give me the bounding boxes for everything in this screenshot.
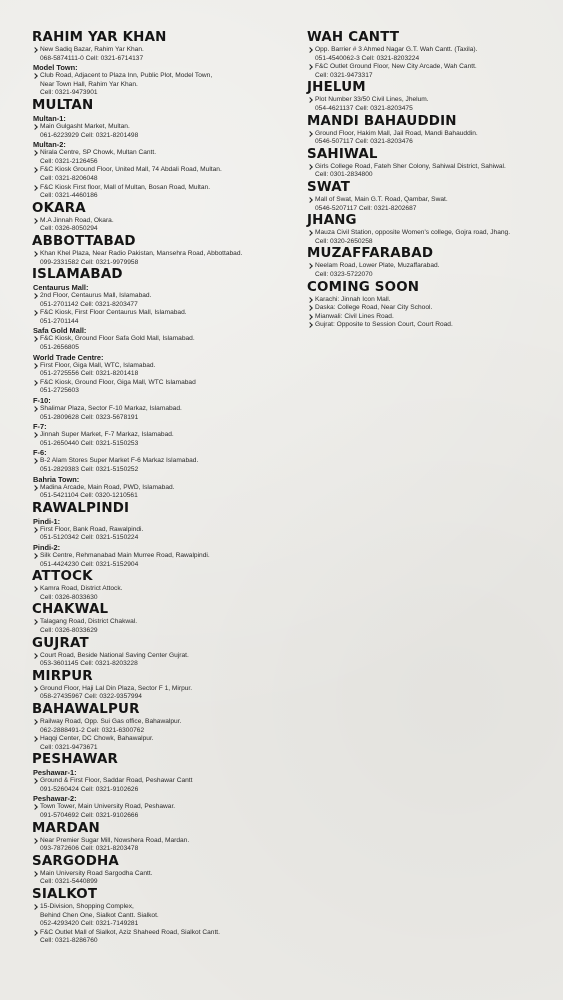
city-heading: ATTOCK (32, 569, 93, 585)
address-line: New Sadiq Bazar, Rahim Yar Khan. (40, 46, 144, 53)
city-heading: PESHAWAR (32, 752, 119, 768)
branch-subheading: Multan-2: (33, 140, 66, 150)
contact-line: 0546-507117 Cell: 0321-8203476 (315, 138, 413, 146)
address-line: Neelam Road, Lower Plate, Muzaffarabad. (315, 262, 440, 270)
address-entry (32, 929, 282, 946)
address-entry (32, 903, 282, 929)
right-column (307, 30, 552, 330)
address-line: Ground Floor, Hakim Mall, Jail Road, Mandi Bahauddin. (315, 129, 478, 137)
address-entry (307, 229, 552, 246)
address-line: Kamra Road, District Attock. (40, 585, 123, 593)
branch-subheading: Bahria Town: (33, 474, 80, 484)
city-section-rahim-yar-khan (32, 30, 282, 98)
city-heading: WAH CANTT (307, 30, 400, 45)
address-line: Court Road, Beside National Saving Center Gujrat. (40, 651, 189, 659)
city-section-swat (307, 180, 552, 213)
address-line: Ground & First Floor, Saddar Road, Peshawar Cantt (40, 777, 193, 785)
contact-line: Cell: 0301-2834800 (315, 171, 373, 179)
contact-line: Behind Chen One, Sialkot Cantt. Sialkot. (40, 911, 159, 919)
city-section-gujrat (32, 636, 282, 669)
address-line: First Floor, Giga Mall, WTC, Islamabad. (40, 361, 156, 369)
address-line: Mall of Swat, Main G.T. Road, Qambar, Swat. (315, 195, 448, 203)
contact-line: 062-2888491-2 Cell: 0321-6300762 (40, 726, 145, 734)
branch-subheading: Pindi-2: (33, 542, 61, 552)
city-section-sahiwal (307, 147, 552, 180)
address-entry (32, 149, 282, 166)
address-line: F&C Kiosk Ground Floor, United Mall, 74 Abdali Road, Multan. (40, 166, 222, 174)
city-section-sialkot (32, 887, 282, 946)
city-heading: BAHAWALPUR (32, 701, 140, 717)
contact-line: Cell: 0321-8286760 (40, 937, 98, 945)
contact-line: 091-5704692 Cell: 0321-9102666 (40, 812, 139, 820)
branch-subheading: F-7: (33, 422, 47, 432)
city-heading: MIRPUR (32, 668, 93, 684)
city-section-mandi-bahauddin (307, 114, 552, 147)
city-section-islamabad (32, 267, 282, 501)
city-heading: MARDAN (32, 820, 100, 836)
contact-line: 061-6223929 Cell: 0321-8201498 (40, 131, 139, 139)
address-entry (32, 184, 282, 201)
address-entry (32, 837, 282, 854)
contact-line: 068-5874111-0 Cell: 0321-6714137 (40, 54, 144, 62)
address-line: Ground Floor, Haji Lal Din Plaza, Sector F 1, Mirpur. (40, 684, 193, 692)
address-line: Mauza Civil Station, opposite Women's college, Gojra road, Jhang. (315, 229, 511, 237)
address-line: Near Premier Sugar Mill, Nowshera Road, Mardan. (40, 836, 190, 844)
address-entry (307, 296, 552, 305)
address-line: Main Gulgasht Market, Multan. (40, 122, 130, 130)
address-line: M.A Jinnah Road, Okara. (40, 216, 114, 224)
contact-line: 099-2331582 Cell: 0321-9979958 (40, 258, 139, 266)
city-section-wah-cantt (307, 30, 552, 80)
address-entry (32, 585, 282, 602)
contact-line: 051-2809628 Cell: 0323-5678191 (40, 413, 139, 421)
address-entry (307, 313, 552, 322)
address-line: Club Road, Adjacent to Plaza Inn, Public Plot, Model Town, (40, 72, 213, 80)
address-entry (32, 72, 282, 98)
branch-subheading: Multan-1: (33, 113, 66, 123)
address-line: 15-Division, Shopping Complex, (40, 903, 134, 911)
address-entry (32, 250, 282, 267)
address-entry (307, 196, 552, 213)
address-line: Girls College Road, Fateh Sher Colony, Sahiwal District, Sahiwal. (315, 162, 506, 170)
city-heading: RAHIM YAR KHAN (32, 30, 167, 45)
city-heading: MUZAFFARABAD (307, 246, 434, 262)
branch-subheading: Peshawar-2: (33, 794, 77, 804)
contact-line: Cell: 0326-8033630 (40, 593, 98, 601)
contact-line: 051-2829383 Cell: 0321-5150252 (40, 466, 139, 473)
city-section-coming-soon (307, 280, 552, 330)
address-entry (32, 777, 282, 794)
contact-line: Near Town Hall, Rahim Yar Khan. (40, 80, 138, 88)
address-entry (32, 292, 282, 309)
city-heading: SIALKOT (32, 887, 98, 903)
contact-line: 054-4621137 Cell: 0321-8203475 (315, 104, 413, 112)
contact-line: Cell: 0323-5722070 (315, 270, 373, 278)
city-heading: ABBOTTABAD (32, 233, 136, 249)
address-line: Talagang Road, District Chakwal. (40, 618, 138, 626)
address-entry (32, 803, 282, 820)
contact-line: Cell: 0321-8206048 (40, 174, 98, 182)
address-entry (32, 526, 282, 543)
address-line: Karachi: Jinnah Icon Mall. (315, 295, 391, 303)
contact-line: Cell: 0321-9473901 (40, 89, 98, 97)
branch-subheading: Peshawar-1: (33, 768, 77, 778)
contact-line: 051-5421104 Cell: 0320-1210561 (40, 492, 138, 500)
left-column (32, 30, 282, 946)
contact-line: 051-2656805 (40, 344, 79, 352)
address-line: B-2 Alam Stores Super Market F-6 Markaz Islamabad. (40, 457, 199, 465)
city-section-sargodha (32, 854, 282, 887)
address-line: Nirala Centre, SP Chowk, Multan Cantt. (40, 149, 157, 157)
city-heading: JHANG (307, 213, 357, 229)
address-entry (307, 304, 552, 313)
address-line: F&C Outlet Ground Floor, New City Arcade, Wah Cantt. (315, 63, 477, 71)
address-line: Haqqi Center, DC Chowk, Bahawalpur. (40, 735, 154, 743)
address-entry (32, 309, 282, 326)
address-entry (32, 735, 282, 752)
city-heading: COMING SOON (307, 279, 420, 295)
contact-line: Cell: 0321-9473317 (315, 71, 373, 79)
contact-line: 053-3601145 Cell: 0321-8203228 (40, 660, 138, 668)
contact-line: Cell: 0326-8033629 (40, 626, 98, 634)
contact-line: Cell: 0321-9473671 (40, 743, 98, 751)
contact-line: 051-4424230 Cell: 0321-5152904 (40, 560, 139, 568)
city-section-jhang (307, 213, 552, 246)
contact-line: Cell: 0321-4460186 (40, 192, 98, 200)
address-entry (307, 96, 552, 113)
city-section-jhelum (307, 80, 552, 113)
address-entry (32, 46, 282, 63)
address-line: Daska: College Road, Near City School. (315, 304, 433, 312)
address-line: Shalimar Plaza, Sector F-10 Markaz, Islamabad. (40, 405, 182, 413)
contact-line: 051-2650440 Cell: 0321-5150253 (40, 439, 139, 447)
city-section-abbottabad (32, 234, 282, 267)
contact-line: Cell: 0321-5440899 (40, 878, 98, 886)
contact-line: 051-2701142 Cell: 0321-8203477 (40, 300, 138, 308)
city-heading: SARGODHA (32, 853, 119, 869)
city-section-bahawalpur (32, 702, 282, 752)
address-line: Plot Number 33/50 Civil Lines, Jhelum. (315, 96, 429, 104)
address-entry (32, 405, 282, 422)
address-entry (32, 379, 282, 396)
contact-line: 051-2725603 (40, 387, 79, 395)
address-line: Main University Road Sargodha Cantt. (40, 869, 153, 877)
address-entry (32, 166, 282, 183)
contact-line: 052-4293420 Cell: 0321-7149281 (40, 920, 139, 928)
branch-subheading: F-6: (33, 448, 47, 458)
contact-line: Cell: 0321-2126456 (40, 157, 98, 165)
branch-subheading: Model Town: (33, 63, 78, 73)
address-line: Opp. Barrier # 3 Ahmed Nagar G.T. Wah Cantt. (Taxila). (315, 46, 478, 53)
address-line: Madina Arcade, Main Road, PWD, Islamabad. (40, 483, 175, 491)
contact-line: 051-4540062-3 Cell: 0321-8203224 (315, 54, 420, 62)
city-heading: GUJRAT (32, 635, 89, 651)
city-section-rawalpindi (32, 501, 282, 569)
address-entry (32, 484, 282, 501)
city-section-mirpur (32, 669, 282, 702)
city-heading: OKARA (32, 200, 86, 216)
contact-line: 058-27435967 Cell: 0322-9357994 (40, 693, 142, 701)
address-line: 2nd Floor, Centaurus Mall, Islamabad. (40, 292, 152, 300)
city-section-muzaffarabad (307, 246, 552, 279)
address-entry (32, 652, 282, 669)
address-entry (32, 431, 282, 448)
address-line: F&C Kiosk, Ground Floor, Giga Mall, WTC Islamabad (40, 378, 196, 386)
address-line: Silk Centre, Rehmanabad Main Murree Road, Rawalpindi. (40, 551, 210, 559)
address-line: F&C Kiosk First floor, Mall of Multan, Bosan Road, Multan. (40, 183, 211, 191)
city-section-mardan (32, 821, 282, 854)
address-entry (32, 362, 282, 379)
city-heading: MANDI BAHAUDDIN (307, 113, 457, 129)
city-section-okara (32, 201, 282, 234)
address-line: F&C Kiosk, First Floor Centaurus Mall, Islamabad. (40, 309, 187, 317)
city-section-peshawar (32, 752, 282, 820)
branch-subheading: F-10: (33, 396, 51, 406)
address-entry (32, 335, 282, 352)
city-section-multan (32, 98, 282, 201)
city-section-chakwal (32, 602, 282, 635)
address-line: Town Tower, Main University Road, Peshawar. (40, 803, 176, 811)
address-line: Railway Road, Opp. Sui Gas office, Bahawalpur. (40, 717, 182, 725)
branch-subheading: Centaurus Mall: (33, 283, 89, 293)
address-line: F&C Kiosk, Ground Floor Safa Gold Mall, Islamabad. (40, 335, 195, 343)
city-heading: JHELUM (307, 80, 366, 96)
address-entry (32, 870, 282, 887)
address-entry (307, 262, 552, 279)
contact-line: 051-2701144 (40, 317, 79, 325)
address-entry (32, 123, 282, 140)
city-section-attock (32, 569, 282, 602)
city-heading: RAWALPINDI (32, 500, 130, 516)
contact-line: 051-5120342 Cell: 0321-5150224 (40, 534, 139, 542)
city-heading: CHAKWAL (32, 602, 109, 618)
address-entry (32, 685, 282, 702)
address-entry (307, 130, 552, 147)
branch-subheading: Pindi-1: (33, 516, 61, 526)
address-entry (307, 46, 552, 63)
contact-line: Cell: 0320-2650258 (315, 237, 373, 245)
address-entry (32, 618, 282, 635)
address-line: Mianwali: Civil Lines Road. (315, 312, 394, 320)
contact-line: 093-7872606 Cell: 0321-8203478 (40, 845, 139, 853)
address-entry (307, 63, 552, 80)
branch-subheading: World Trade Centre: (33, 352, 104, 362)
address-line: Khan Khel Plaza, Near Radio Pakistan, Mansehra Road, Abbottabad. (40, 249, 243, 257)
city-heading: SAHIWAL (307, 146, 378, 162)
contact-line: 091-5260424 Cell: 0321-9102626 (40, 785, 139, 793)
address-line: First Floor, Bank Road, Rawalpindi. (40, 525, 144, 533)
address-line: Gujrat: Opposite to Session Court, Court Road. (315, 321, 453, 329)
city-heading: SWAT (307, 179, 351, 195)
address-entry (307, 163, 552, 180)
contact-line: 0546-5207117 Cell: 0321-8202687 (315, 204, 417, 212)
address-entry (32, 718, 282, 735)
address-line: Jinnah Super Market, F-7 Markaz, Islamabad. (40, 431, 174, 439)
address-entry (32, 552, 282, 569)
city-heading: MULTAN (32, 97, 94, 113)
branch-subheading: Safa Gold Mall: (33, 326, 87, 336)
address-line: F&C Outlet Mall of Sialkot, Aziz Shaheed Road, Sialkot Cantt. (40, 928, 220, 936)
address-entry (307, 321, 552, 330)
contact-line: Cell: 0326-8050294 (40, 225, 98, 233)
city-heading: ISLAMABAD (32, 267, 123, 283)
address-entry (32, 217, 282, 234)
contact-line: 051-2725556 Cell: 0321-8201418 (40, 370, 139, 378)
address-entry (32, 457, 282, 474)
